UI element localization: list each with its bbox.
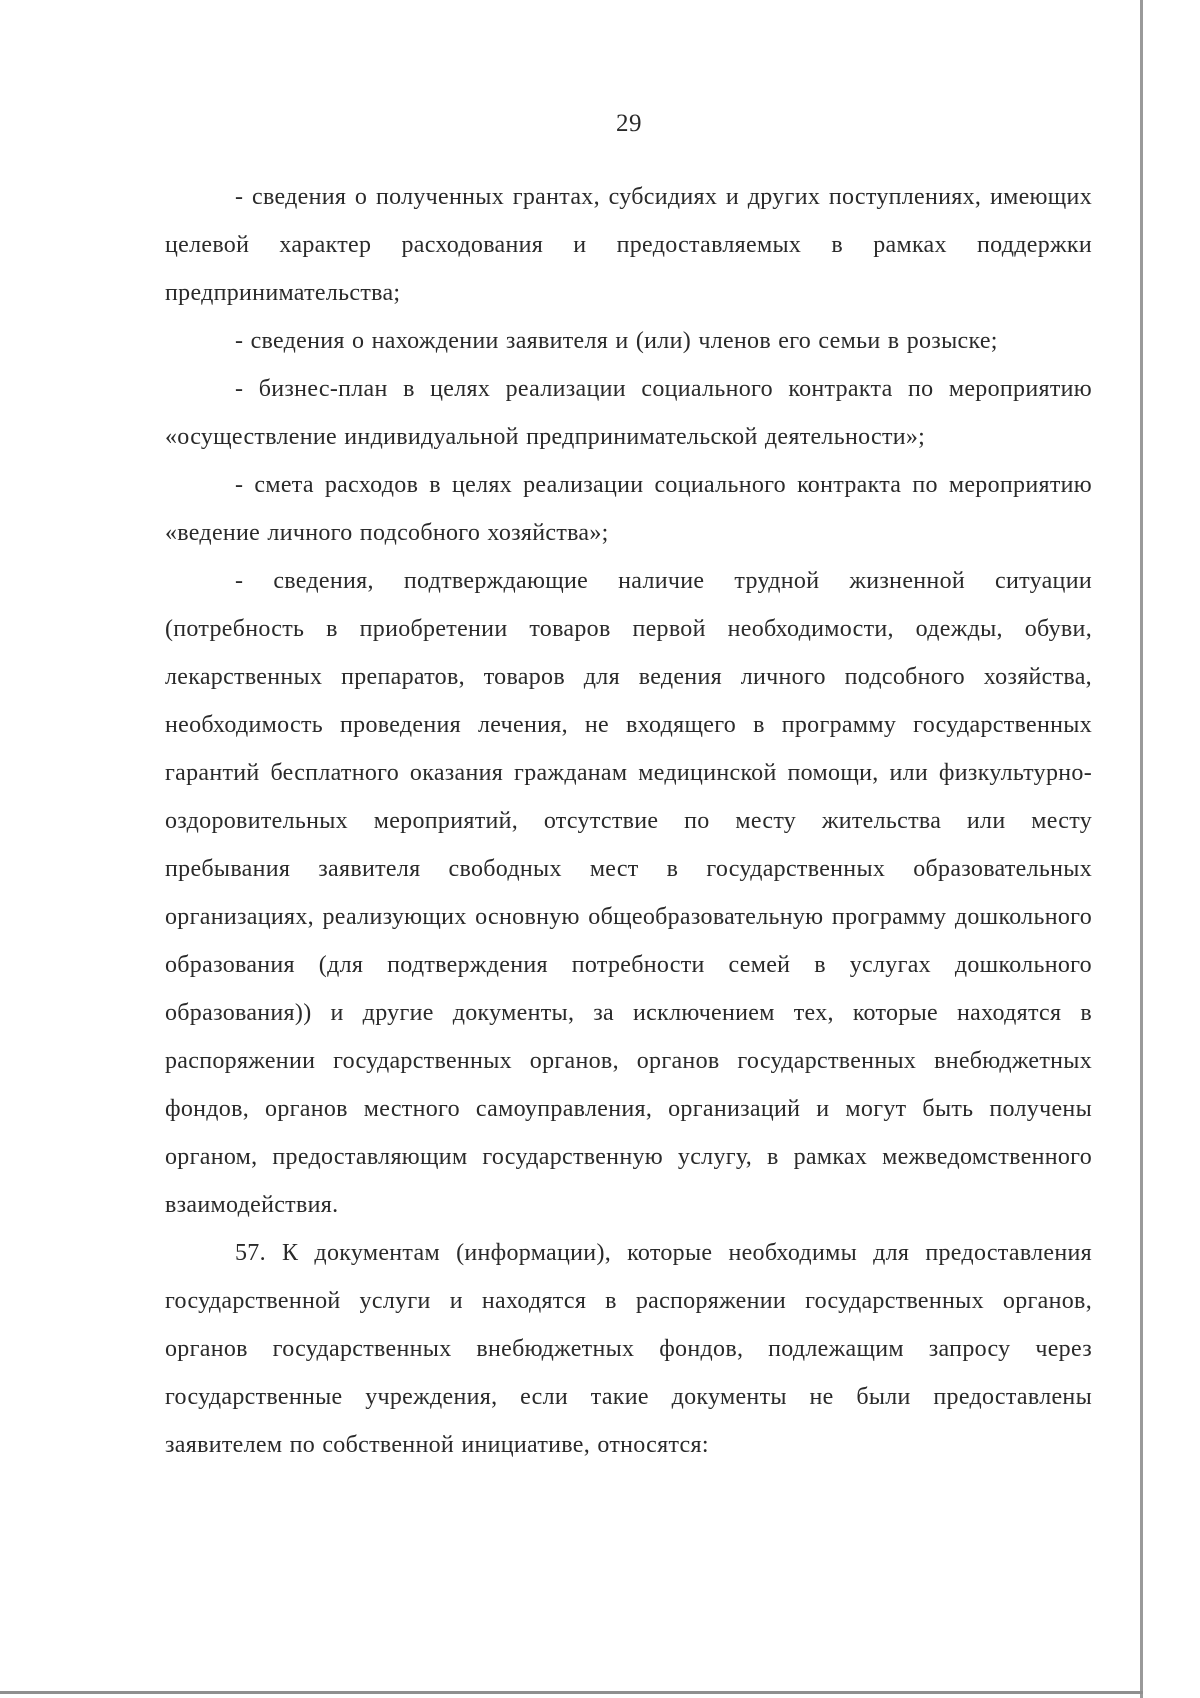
page-number: 29: [616, 110, 642, 137]
paragraph-grants-info: - сведения о полученных грантах, субсидиях и других поступлениях, имеющих целевой характер расходования и предоставляемых в рамках поддержки предпринимательства;: [165, 184, 1092, 306]
paragraph-hardship-info: - сведения, подтверждающие наличие трудной жизненной ситуации (потребность в приобретении товаров первой необходимости, одежды, обуви, лекарственных препаратов, товаров для ведения личного подсобного хозяйства, необходимость проведения лечения, не входящего в программу государственных гарантий бесплатного оказания гражданам медицинской помощи, или физкультурно-оздоровительных мероприятий, отсутствие по месту жительства или месту пребывания заявителя свободных мест в государственных образовательных организациях, реализующих основную общеобразовательную программу дошкольного образования (для подтверждения потребности семей в услугах дошкольного образования)) и другие документы, за исключением тех, которые находятся в распоряжении государственных органов, органов государственных внебюджетных фондов, органов местного самоуправления, организаций и могут быть получены органом, предоставляющим государственную услугу, в рамках межведомственного взаимодействия.: [165, 568, 1092, 1218]
scan-edge-line-bottom: [0, 1691, 1143, 1694]
paragraph-item-57: 57. К документам (информации), которые необходимы для предоставления государственной услуги и находятся в распоряжении государственных органов, органов государственных внебюджетных фондов, подлежащим запросу через государственные учреждения, если такие документы не были предоставлены заявителем по собственной инициативе, относятся:: [165, 1240, 1092, 1458]
scan-margin: [1143, 0, 1200, 1698]
document-body: [165, 173, 1092, 1469]
paragraph-wanted-info: - сведения о нахождении заявителя и (или) членов его семьи в розыске;: [235, 328, 998, 354]
paragraph-cost-estimate: - смета расходов в целях реализации социального контракта по мероприятию «ведение личного подсобного хозяйства»;: [165, 472, 1092, 546]
paragraph-business-plan: - бизнес-план в целях реализации социального контракта по мероприятию «осуществление индивидуальной предпринимательской деятельности»;: [165, 376, 1092, 450]
scan-edge-line-right: [1140, 0, 1143, 1698]
